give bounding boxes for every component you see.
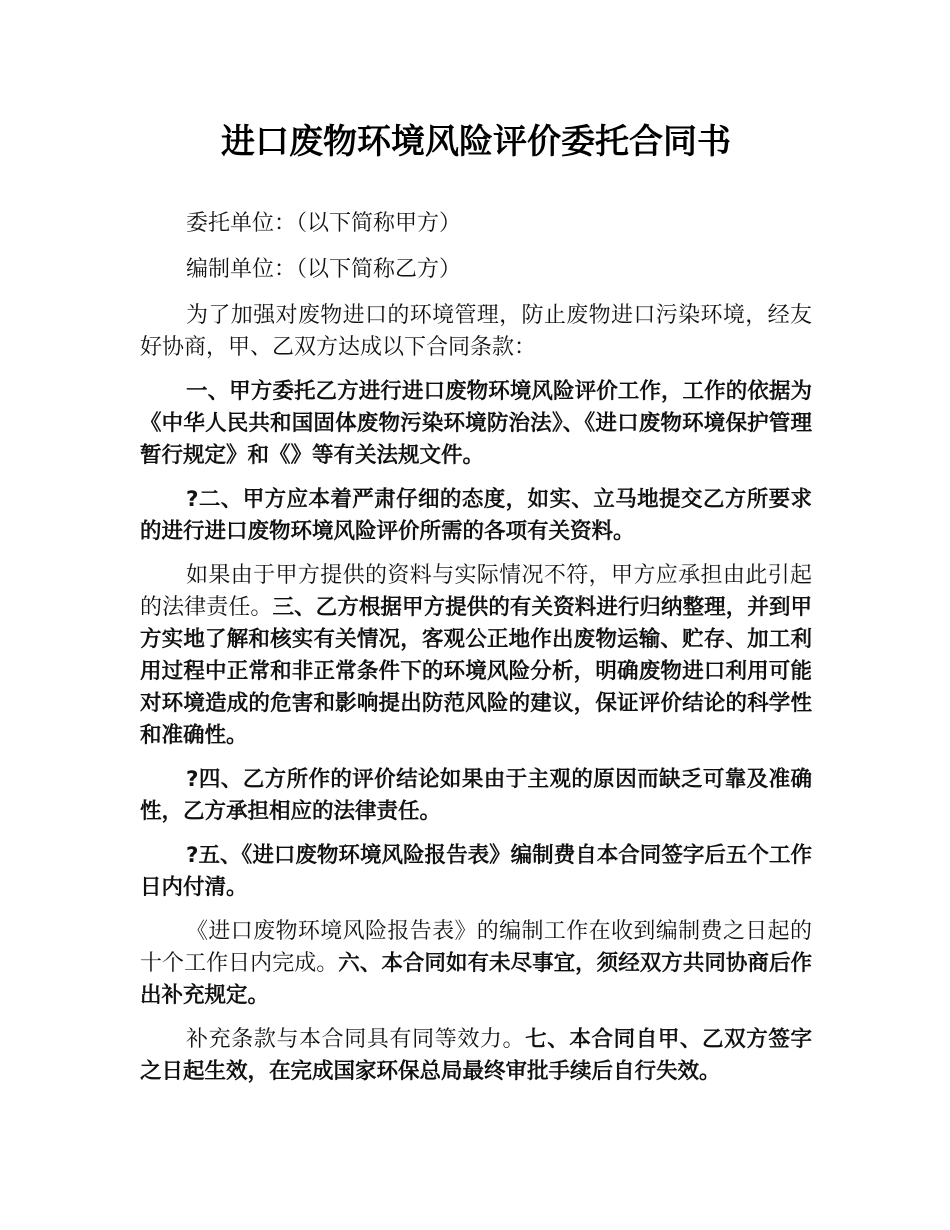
document-title: 进口废物环境风险评价委托合同书 [221,122,731,162]
clause-7: 七、本合同自甲、乙双方签字之日起生效，在完成国家环保总局最终审批手续后自行失效。 [140,1027,812,1084]
clause-6: 六、本合同如有未尽事宜，须经双方共同协商后作出补充规定。 [140,951,812,1008]
clause-4: ?四、乙方所作的评价结论如果由于主观的原因而缺乏可靠及准确性，乙方承担相应的法律责任。 [140,767,812,824]
clause-6-paragraph [140,916,812,1012]
clause-3: 三、乙方根据甲方提供的有关资料进行归纳整理，并到甲方实地了解和核实有关情况，客观公正地作出废物运输、贮存、加工利用过程中正常和非正常条件下的环境风险分析，明确废物进口利用可能对环境造成的危害和影响提出防范风险的建议，保证评价结论的科学性和准确性。 [140,595,812,748]
supplement-note: 补充条款与本合同具有同等效力。 [186,1027,526,1052]
clause-1: 一、甲方委托乙方进行进口废物环境风险评价工作，工作的依据为《中华人民共和国固体废物污染环境防治法》、《进口废物环境保护管理暂行规定》和《》等有关法规文件。 [140,379,812,468]
clause-7-paragraph [140,1024,812,1088]
clause-3-paragraph [140,560,812,752]
compiler-line: 编制单位：（以下简称乙方） [186,257,462,282]
liability-note: 如果由于甲方提供的资料与实际情况不符，甲方应承担由此引起的法律责任。 [140,563,812,620]
intro-paragraph: 为了加强对废物进口的环境管理，防止废物进口污染环境，经友好协商，甲、乙双方达成以下合同条款： [140,303,812,360]
completion-note: 《进口废物环境风险报告表》的编制工作在收到编制费之日起的十个工作日内完成。 [140,919,812,976]
client-line: 委托单位：（以下简称甲方） [186,211,462,236]
clause-5: ?五、《进口废物环境风险报告表》编制费自本合同签字后五个工作日内付清。 [140,843,812,900]
clause-2: ?二、甲方应本着严肃仔细的态度，如实、立马地提交乙方所要求的进行进口废物环境风险评价所需的各项有关资料。 [140,487,812,544]
document-page [140,112,812,1100]
